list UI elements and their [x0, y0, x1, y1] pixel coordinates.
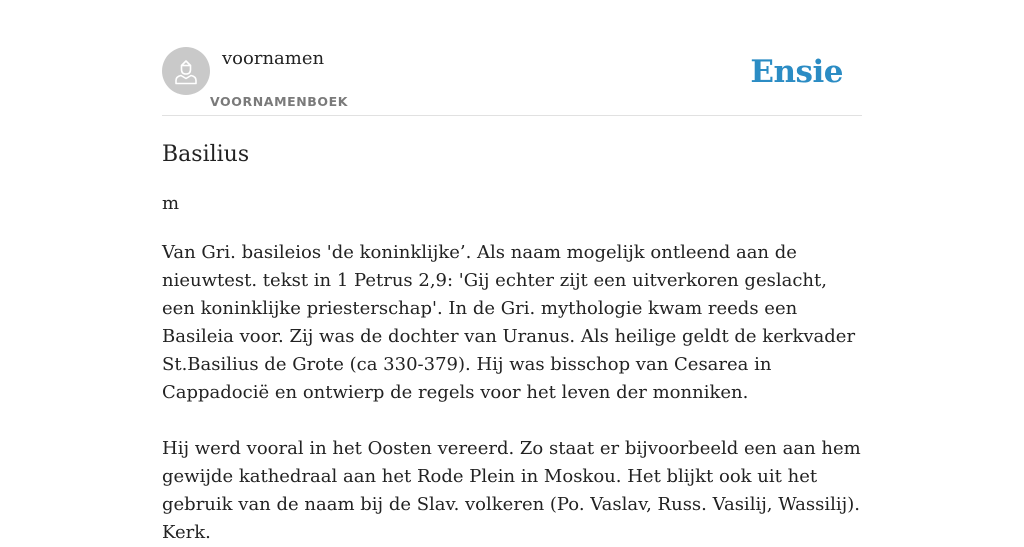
author-link[interactable]: voornamen [222, 48, 325, 69]
brand-logo[interactable]: Ensie [750, 54, 843, 90]
user-avatar-icon[interactable] [162, 47, 210, 95]
header [162, 47, 862, 116]
article [162, 140, 862, 547]
article-paragraph: Van Gri. basileios 'de koninklijke’. Als naam mogelijk ontleend aan de nieuwtest. tekst in 1 Petrus 2,9: 'Gij echter zijt een uitverkoren geslacht, een koninklijke priesterschap'. In de Gri. mythologie kwam reeds een Basileia voor. Zij was de dochter van Uranus. Als heilige geldt de kerkvader St.Basilius de Grote (ca 330-379). Hij was bisschop van Cesarea in Cappadocië en ontwierp de regels voor het leven der monniken. [162, 242, 856, 403]
article-title: Basilius [162, 142, 250, 167]
avatar-silhouette [162, 47, 210, 95]
source-link[interactable]: VOORNAMENBOEK [210, 94, 349, 109]
gender-label: m [162, 193, 180, 214]
article-paragraph: Hij werd vooral in het Oosten vereerd. Zo staat er bijvoorbeeld een aan hem gewijde kathedraal aan het Rode Plein in Moskou. Het blijkt ook uit het gebruik van de naam bij de Slav. volkeren (Po. Vaslav, Russ. Vasilij, Wassilij). Kerk. [162, 438, 861, 543]
